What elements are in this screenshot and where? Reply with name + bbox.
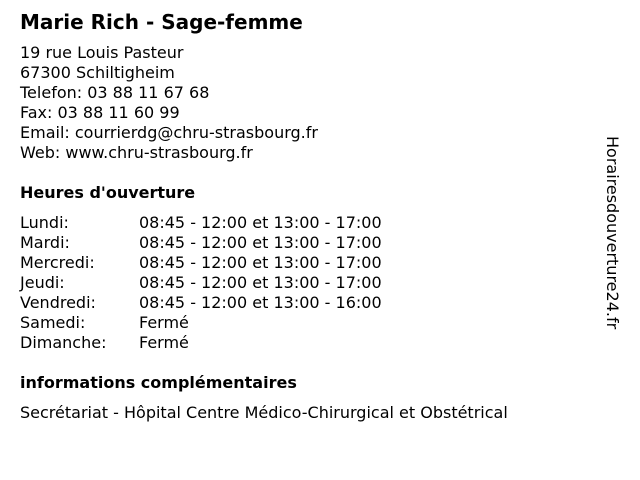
- day-label: Mercredi:: [20, 253, 95, 272]
- hours-row-tuesday: [20, 233, 440, 253]
- day-label: Jeudi:: [20, 273, 65, 292]
- opening-hours-table: [20, 213, 440, 353]
- hours-value: 08:45 - 12:00 et 13:00 - 16:00: [139, 293, 382, 312]
- hours-value: 08:45 - 12:00 et 13:00 - 17:00: [139, 253, 382, 272]
- hours-row-monday: [20, 213, 440, 233]
- day-label: Lundi:: [20, 213, 69, 232]
- opening-hours-heading: Heures d'ouverture: [20, 183, 196, 202]
- day-label: Samedi:: [20, 313, 86, 332]
- hours-value: Fermé: [139, 313, 189, 332]
- hours-value: 08:45 - 12:00 et 13:00 - 17:00: [139, 213, 382, 232]
- additional-info-heading: informations complémentaires: [20, 373, 297, 392]
- day-label: Vendredi:: [20, 293, 96, 312]
- phone-number: Telefon: 03 88 11 67 68: [20, 83, 210, 102]
- additional-info-text: Secrétariat - Hôpital Centre Médico-Chirurgical et Obstétrical: [20, 403, 508, 422]
- hours-value: 08:45 - 12:00 et 13:00 - 17:00: [139, 273, 382, 292]
- hours-row-friday: [20, 293, 440, 313]
- hours-value: Fermé: [139, 333, 189, 352]
- address-city: 67300 Schiltigheim: [20, 63, 175, 82]
- hours-row-wednesday: [20, 253, 440, 273]
- hours-value: 08:45 - 12:00 et 13:00 - 17:00: [139, 233, 382, 252]
- watermark-text: Horairesdouverture24.fr: [603, 136, 622, 330]
- email-address: Email: courrierdg@chru-strasbourg.fr: [20, 123, 318, 142]
- contact-block: [20, 43, 318, 163]
- hours-row-saturday: [20, 313, 440, 333]
- hours-row-thursday: [20, 273, 440, 293]
- page-title: Marie Rich - Sage-femme: [20, 10, 303, 34]
- day-label: Mardi:: [20, 233, 70, 252]
- day-label: Dimanche:: [20, 333, 107, 352]
- fax-number: Fax: 03 88 11 60 99: [20, 103, 180, 122]
- hours-row-sunday: [20, 333, 440, 353]
- address-street: 19 rue Louis Pasteur: [20, 43, 184, 62]
- website: Web: www.chru-strasbourg.fr: [20, 143, 253, 162]
